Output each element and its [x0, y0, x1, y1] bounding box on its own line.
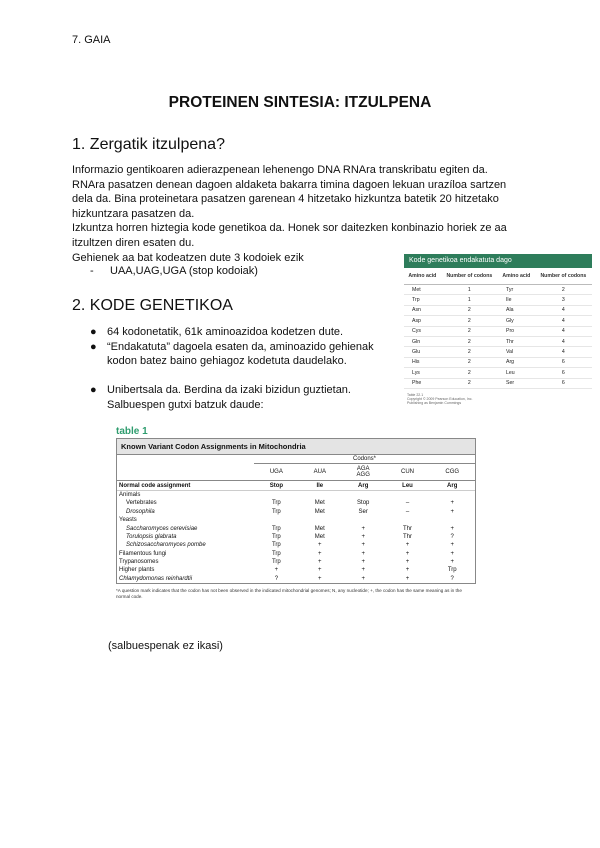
page-title: PROTEINEN SINTESIA: ITZULPENA: [168, 94, 432, 111]
table-row: [117, 508, 475, 516]
mitochondria-codon-table: [117, 455, 475, 583]
genetic-code-table: [404, 268, 592, 389]
table-row: [404, 326, 592, 336]
table-row: [117, 499, 475, 507]
section-2-heading: 2. KODE GENETIKOA: [72, 297, 233, 314]
table-row: [404, 336, 592, 346]
table-cell: Arg: [498, 357, 535, 367]
table-cell: +: [361, 575, 365, 582]
text-line: RNAra pasatzen denean dagoen aldaketa bakarra timina dagoen lekuan urazíloa sartzen: [72, 178, 507, 191]
table-cell: Trp: [271, 525, 281, 532]
table-cell: +: [361, 533, 365, 540]
table-row: [404, 368, 592, 378]
section-1-heading: 1. Zergatik itzulpena?: [72, 136, 225, 153]
bullet-text: Unibertsala da. Berdina da izaki bizidun guztietan.: [107, 384, 351, 397]
table-row: [404, 295, 592, 305]
table-title: Known Variant Codon Assignments in Mitochondria: [117, 439, 475, 455]
table-cell: 2: [441, 368, 498, 378]
table-cell: 4: [535, 316, 592, 326]
table-cell: [254, 516, 299, 524]
table-cell: +: [450, 559, 454, 566]
table-cell: Stop: [357, 500, 370, 507]
table-cell: Met: [314, 500, 325, 507]
table-cell: Asp: [404, 316, 441, 326]
table-cell: Gln: [404, 336, 441, 346]
table-row: [117, 524, 475, 532]
column-header: Amino acid: [498, 268, 535, 285]
table-cell: 6: [535, 368, 592, 378]
table-cell: 2: [441, 347, 498, 357]
mitochondria-codon-table-figure: [116, 426, 476, 636]
table-cell: +: [361, 550, 365, 557]
table-cell: +: [405, 567, 410, 574]
table-cell: Trp: [447, 567, 457, 574]
column-header: Amino acid: [404, 268, 441, 285]
table-cell: Thr: [402, 525, 412, 532]
table-cell: Met: [314, 525, 325, 532]
table-label: table 1: [116, 426, 148, 437]
table-box: [116, 438, 476, 584]
table-cell: Met: [314, 533, 325, 540]
table-cell: +: [361, 525, 365, 532]
table-cell: +: [405, 575, 410, 582]
table-cell: +: [450, 542, 454, 549]
table-cell: 1: [441, 285, 498, 295]
table-row: [117, 481, 475, 490]
row-label: Higher plants: [119, 567, 155, 574]
table-cell: Ser: [358, 508, 368, 515]
row-label: Yeasts: [119, 517, 137, 524]
table-cell: Val: [498, 347, 535, 357]
table-cell: [341, 490, 386, 499]
table-cell: [299, 490, 341, 499]
table-row: [404, 316, 592, 326]
table-cell: +: [274, 567, 279, 574]
table-row: [117, 490, 475, 499]
table-row: [117, 575, 475, 583]
dash-marker: -: [90, 265, 94, 277]
bullet-item: [90, 340, 390, 369]
table-cell: Arg: [341, 481, 386, 490]
column-header: UGA: [254, 464, 299, 481]
table-cell: +: [450, 550, 454, 557]
table-row: [117, 533, 475, 541]
table-cell: [299, 516, 341, 524]
table-cell: +: [450, 508, 454, 515]
table-cell: +: [318, 542, 322, 549]
table-cell: 2: [535, 285, 592, 295]
source-line: Table 22.1: [407, 392, 424, 397]
table-cell: 2: [441, 336, 498, 346]
table-row: [117, 550, 475, 558]
section-1-paragraph: [72, 163, 512, 265]
bullet-text: “Endakatuta” dagoela esaten da, aminoazido gehienak: [107, 340, 374, 353]
table-cell: 6: [535, 378, 592, 388]
table-cell: –: [405, 500, 410, 507]
table-cell: Leu: [498, 368, 535, 378]
row-label: Vertebrates: [126, 500, 157, 507]
bullet-item: [90, 325, 390, 340]
table-cell: Trp: [271, 559, 281, 566]
table-row: [117, 541, 475, 549]
genetic-code-table-title: Kode genetikoa endakatuta dago: [404, 254, 592, 268]
table-cell: ?: [274, 575, 279, 582]
table-cell: 2: [441, 357, 498, 367]
bullet-item: [90, 383, 390, 412]
table-cell: 4: [535, 305, 592, 315]
table-cell: 1: [441, 295, 498, 305]
table-cell: Trp: [271, 500, 281, 507]
column-header: AGA AGG: [341, 464, 386, 481]
table-cell: –: [405, 508, 410, 515]
table-row: [117, 516, 475, 524]
table-cell: +: [318, 550, 322, 557]
source-line: Publishing as Benjamin Cummings: [407, 400, 462, 405]
table-row: [404, 285, 592, 295]
table-cell: +: [361, 542, 365, 549]
table-cell: Ala: [498, 305, 535, 315]
bullet-text: 64 kodonetatik, 61k aminoazidoa kodetzen dute.: [107, 326, 344, 338]
bullet-dot-icon: ●: [90, 384, 97, 397]
figure-source: [404, 393, 592, 405]
table-cell: Phe: [404, 378, 441, 388]
table-cell: Ile: [498, 295, 535, 305]
table-cell: 6: [535, 357, 592, 367]
table-footnote: *A question mark indicates that the codon has not been observed in the indicated mitochondrial genomes; N, any nucleotide; +, the codon has the same meaning as in the normal code.: [116, 588, 462, 600]
table-cell: 2: [441, 305, 498, 315]
table-cell: +: [361, 567, 365, 574]
column-header: AUA: [299, 464, 341, 481]
column-header: CUN: [386, 464, 430, 481]
text-line: Izkuntza horren hiztegia kode genetikoa da. Honek sor daitezken konbinazio horiek ze aa: [72, 222, 507, 235]
table-cell: Trp: [271, 542, 281, 549]
table-cell: +: [405, 559, 410, 566]
table-cell: Thr: [402, 533, 412, 540]
table-cell: +: [405, 542, 410, 549]
caption-text: (salbuespenak ez ikasi): [108, 640, 223, 652]
row-label: Saccharomyces cerevisiae: [126, 525, 198, 532]
table-cell: Met: [314, 508, 325, 515]
table-cell: +: [361, 559, 365, 566]
table-cell: Lys: [404, 368, 441, 378]
table-cell: Trp: [271, 550, 281, 557]
stop-codons-item: [90, 265, 258, 277]
row-label: Trypanosomes: [119, 559, 159, 566]
table-cell: Ile: [299, 481, 341, 490]
column-header: CGG: [429, 464, 475, 481]
table-cell: [386, 490, 430, 499]
table-cell: +: [450, 525, 454, 532]
table-row: [404, 305, 592, 315]
row-label: Drosophila: [126, 508, 155, 515]
table-cell: +: [318, 559, 322, 566]
table-cell: Leu: [386, 481, 430, 490]
table-row: [117, 566, 475, 574]
table-cell: Stop: [254, 481, 299, 490]
table-cell: 2: [441, 378, 498, 388]
table-cell: Glu: [404, 347, 441, 357]
row-label: Torulopsis glabrata: [126, 533, 177, 540]
text-line: itzultzen diren esaten du.: [72, 236, 195, 249]
table-cell: Ser: [498, 378, 535, 388]
genetic-code-table-figure: [404, 254, 592, 408]
table-row: [404, 357, 592, 367]
table-cell: His: [404, 357, 441, 367]
table-cell: [341, 516, 386, 524]
table-cell: 4: [535, 347, 592, 357]
table-cell: Asn: [404, 305, 441, 315]
table-cell: 2: [441, 326, 498, 336]
table-cell: +: [318, 567, 322, 574]
table-row: [117, 558, 475, 566]
table-cell: Met: [404, 285, 441, 295]
bullet-dot-icon: ●: [90, 340, 97, 353]
row-label: Animals: [119, 491, 141, 498]
table-cell: [429, 516, 475, 524]
text-line: Informazio gentikoaren adierazpenean lehenengo DNA RNAra transkribatu egiten da.: [72, 164, 488, 176]
table-cell: Pro: [498, 326, 535, 336]
table-cell: [386, 516, 430, 524]
bullet-text: Salbuespen gutxi batzuk daude:: [107, 398, 264, 411]
table-row: [404, 378, 592, 388]
table-cell: Trp: [271, 508, 281, 515]
codons-header: Codons*: [254, 455, 475, 464]
row-label: Filamentous fungi: [119, 550, 167, 557]
table-cell: [254, 490, 299, 499]
table-cell: Arg: [429, 481, 475, 490]
table-row: [404, 347, 592, 357]
bullet-dot-icon: ●: [90, 326, 97, 338]
table-cell: [429, 490, 475, 499]
table-cell: 2: [441, 316, 498, 326]
table-cell: Cys: [404, 326, 441, 336]
chapter-header: 7. GAIA: [72, 34, 111, 46]
bullet-text: kodon batez baino gehiagoz kodetuta daudelako.: [107, 355, 347, 368]
table-cell: +: [405, 550, 410, 557]
stop-codons-text: UAA,UAG,UGA (stop kodoiak): [110, 265, 258, 277]
text-line: dela da. Bina proteinetara pasatzen garenean 4 hitzetako hizkuntza batetik 20 hitzetako: [72, 193, 499, 206]
row-label: Schizosaccharomyces pombe: [126, 542, 206, 549]
table-cell: Gly: [498, 316, 535, 326]
table-cell: Trp: [404, 295, 441, 305]
table-cell: Thr: [498, 336, 535, 346]
text-line: Gehienek aa bat kodeatzen dute 3 kodoiek ezik: [72, 251, 304, 264]
column-header: Number of codons: [535, 268, 592, 285]
table-cell: 3: [535, 295, 592, 305]
table-cell: +: [318, 575, 322, 582]
table-cell: ?: [450, 533, 454, 540]
table-cell: 4: [535, 326, 592, 336]
row-label: Normal code assignment: [117, 481, 254, 490]
bullet-list: [90, 325, 390, 413]
column-header: Number of codons: [441, 268, 498, 285]
table-cell: Trp: [271, 533, 281, 540]
source-line: Copyright © 2009 Pearson Education, Inc.: [407, 396, 473, 401]
table-cell: Tyr: [498, 285, 535, 295]
table-cell: 4: [535, 336, 592, 346]
text-line: hizkuntzara pasatzen da.: [72, 207, 195, 220]
table-cell: +: [450, 500, 454, 507]
row-label: Chlamydomonas reinhardtii: [119, 575, 193, 582]
table-cell: ?: [450, 575, 454, 582]
